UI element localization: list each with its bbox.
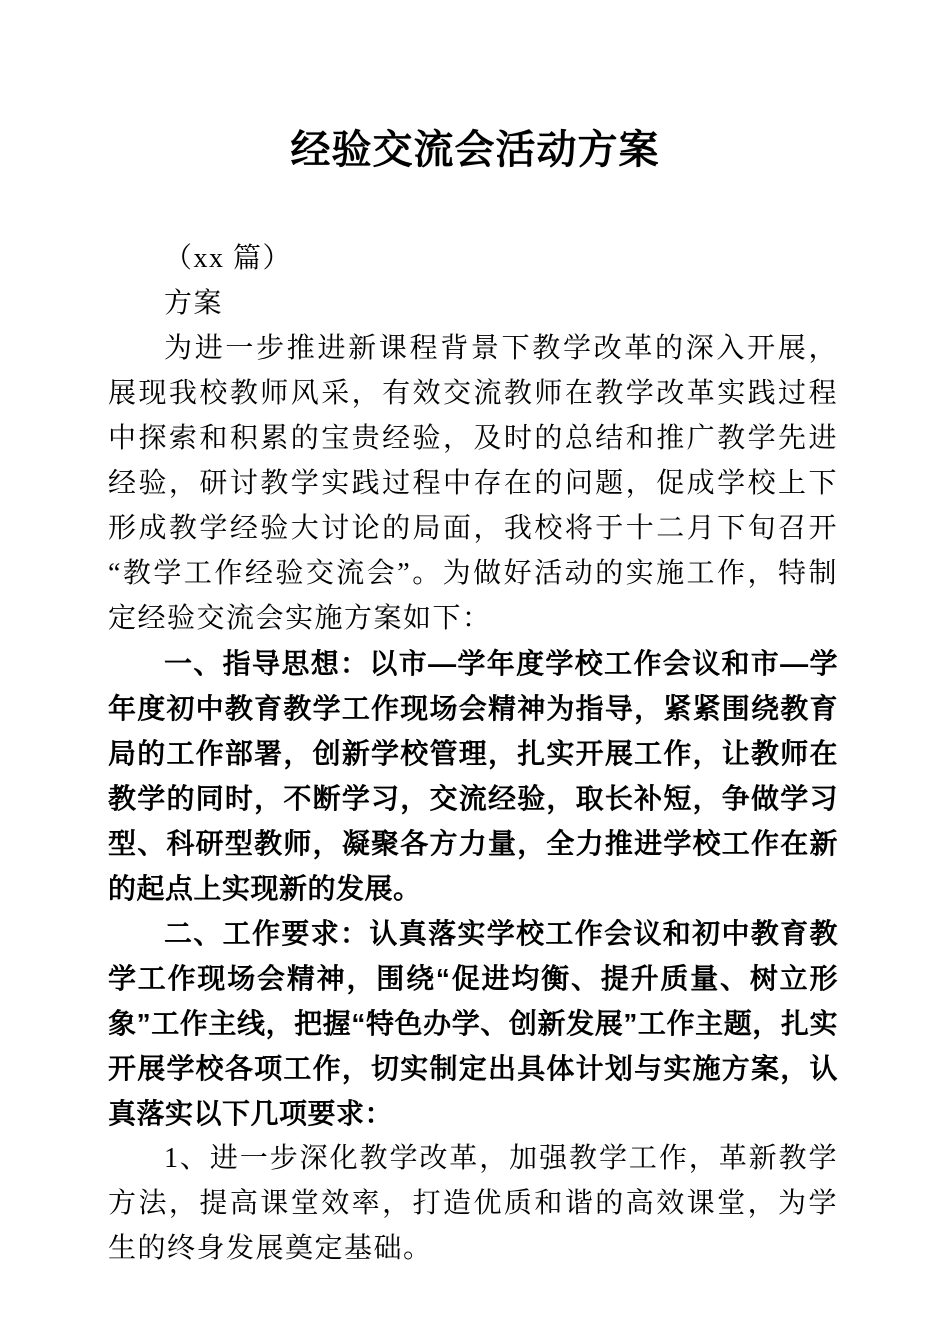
doc-subtitle: 方案 <box>164 288 224 319</box>
section-1-guiding-thought: 一、指导思想：以市—学年度学校工作会议和市—学年度初中教育教学工作现场会精神为指导，紧紧围绕教育局的工作部署，创新学校管理，扎实开展工作，让教师在教学的同时，不断学习，交流经验，取长补短，争做学习型、科研型教师，凝聚各方力量，全力推进学校工作在新的起点上实现新的发展。 <box>108 648 838 904</box>
document-body <box>0 236 950 1271</box>
intro-paragraph: 为进一步推进新课程背景下教学改革的深入开展，展现我校教师风采，有效交流教师在教学改革实践过程中探索和积累的宝贵经验，及时的总结和推广教学先进经验，研讨教学实践过程中存在的问题，促成学校上下形成教学经验大讨论的局面，我校将于十二月下旬召开“教学工作经验交流会”。为做好活动的实施工作，特制定经验交流会实施方案如下： <box>108 333 838 634</box>
item-1-paragraph: 1、进一步深化教学改革，加强教学工作，革新教学方法，提高课堂效率，打造优质和谐的高效课堂，为学生的终身发展奠定基础。 <box>108 1143 838 1264</box>
doc-count-line: （xx 篇） <box>164 243 293 274</box>
section-2-work-requirements: 二、工作要求：认真落实学校工作会议和初中教育教学工作现场会精神，围绕“促进均衡、提升质量、树立形象”工作主线，把握“特色办学、创新发展”工作主题，扎实开展学校各项工作，切实制定出具体计划与实施方案，认真落实以下几项要求： <box>108 918 838 1129</box>
document-title: 经验交流会活动方案 <box>290 127 660 172</box>
